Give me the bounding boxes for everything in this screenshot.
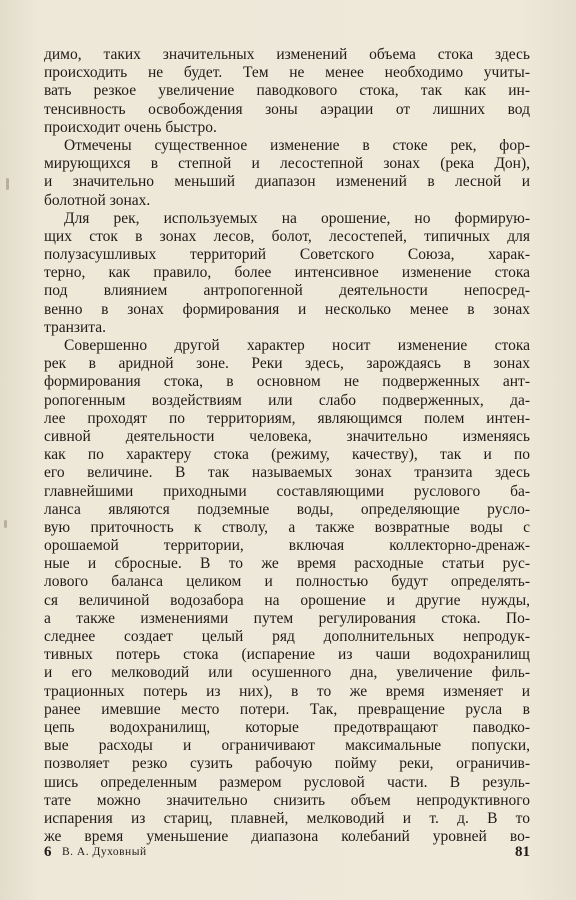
text-line: происходит очень быстро.	[44, 118, 217, 136]
text-line: трационных потерь из них), в то же время изменяет и	[44, 682, 530, 700]
signature-author: В. А. Духовный	[62, 846, 147, 858]
text-line: вать резкое увеличение паводкового стока, так как ин-	[44, 82, 530, 100]
text-line: рек в аридной зоне. Реки здесь, зарождаясь в зонах	[44, 355, 530, 373]
page-footer	[44, 844, 530, 864]
text-line: болотной зонах.	[44, 191, 151, 209]
text-line: цепь водохранилищ, которые предотвращают паводко-	[44, 718, 530, 736]
text-line: Для рек, используемых на орошение, но формирую-	[64, 209, 530, 227]
text-line: позволяет резко сузить рабочую пойму реки, ограничив-	[44, 755, 530, 773]
text-line: димо, таких значительных изменений объема стока здесь	[44, 46, 530, 63]
text-line: транзита.	[44, 318, 107, 336]
text-line: формирования стока, в основном не подверженных ант-	[44, 373, 530, 391]
text-line: а также изменениями путем регулирования стока. По-	[44, 609, 530, 627]
text-line: ся величиной водозабора на орошение и другие нужды,	[44, 591, 530, 609]
paper-speck	[6, 178, 9, 190]
text-line: терно, как правило, более интенсивное изменение стока	[44, 264, 530, 282]
signature-number: 6	[44, 844, 52, 860]
paragraph	[44, 210, 530, 337]
text-line: щих сток в зонах лесов, болот, лесостепей, типичных для	[44, 227, 530, 245]
text-line: как по характеру стока (режиму, качеству), так и по	[44, 446, 530, 464]
text-line: полузасушливых территорий Советского Союза, харак-	[44, 246, 530, 264]
text-line: шись определенным размером русловой части. В резуль-	[44, 773, 530, 791]
text-line: вые расходы и ограничивают максимальные попуски,	[44, 737, 530, 755]
text-line: Совершенно другой характер носит изменение стока	[64, 337, 530, 354]
text-line: испарения из стариц, плавней, мелководий и т. д. В то	[44, 809, 530, 827]
text-line: сивной деятельности человека, значительно изменяясь	[44, 427, 530, 445]
text-line: главнейшими приходными составляющими руслового ба-	[44, 482, 530, 500]
text-line: лового баланса целиком и полностью будут определять-	[44, 573, 530, 591]
paragraph	[44, 337, 530, 846]
text-line: ропогенным воздействиям или слабо подверженных, да-	[44, 391, 530, 409]
text-line: ланса являются подземные воды, определяющие русло-	[44, 500, 530, 518]
text-line: венно в зонах формирования и несколько менее в зонах	[44, 300, 530, 318]
text-line: под влиянием антропогенной деятельности непосред-	[44, 282, 530, 300]
body-text	[44, 46, 530, 846]
paragraph	[44, 137, 530, 210]
text-line: происходить не будет. Тем не менее необходимо учиты-	[44, 64, 530, 82]
text-line: тивных потерь стока (испарение из чаши водохранилищ	[44, 646, 530, 664]
text-line: его величине. В так называемых зонах транзита здесь	[44, 464, 530, 482]
text-line: ные и сбросные. В то же время расходные статьи рус-	[44, 555, 530, 573]
page-number: 81	[515, 844, 530, 860]
text-line: тате можно значительно снизить объем непродуктивного	[44, 791, 530, 809]
text-line: же время уменьшение диапазона колебаний уровней во-	[44, 828, 530, 846]
text-line: орошаемой территории, включая коллекторно-дренаж-	[44, 537, 530, 555]
text-line: мирующихся в степной и лесостепной зонах (река Дон),	[44, 155, 530, 173]
text-line: и его мелководий или осушенного дна, увеличение филь-	[44, 664, 530, 682]
text-line: и значительно меньший диапазон изменений в лесной и	[44, 173, 530, 191]
text-line: ранее имевшие место потери. Так, превращение русла в	[44, 700, 530, 718]
text-line: следнее создает целый ряд дополнительных непродук-	[44, 628, 530, 645]
text-line: лее проходят по территориям, являющимся полем интен-	[44, 409, 530, 427]
paragraph	[44, 46, 530, 137]
paper-speck	[4, 520, 7, 528]
text-line: Отмечены существенное изменение в стоке рек, фор-	[64, 136, 530, 154]
text-line: вую приточность к стволу, а также возвратные воды с	[44, 518, 530, 536]
text-line: тенсивность освобождения зоны аэрации от лишних вод	[44, 100, 530, 118]
